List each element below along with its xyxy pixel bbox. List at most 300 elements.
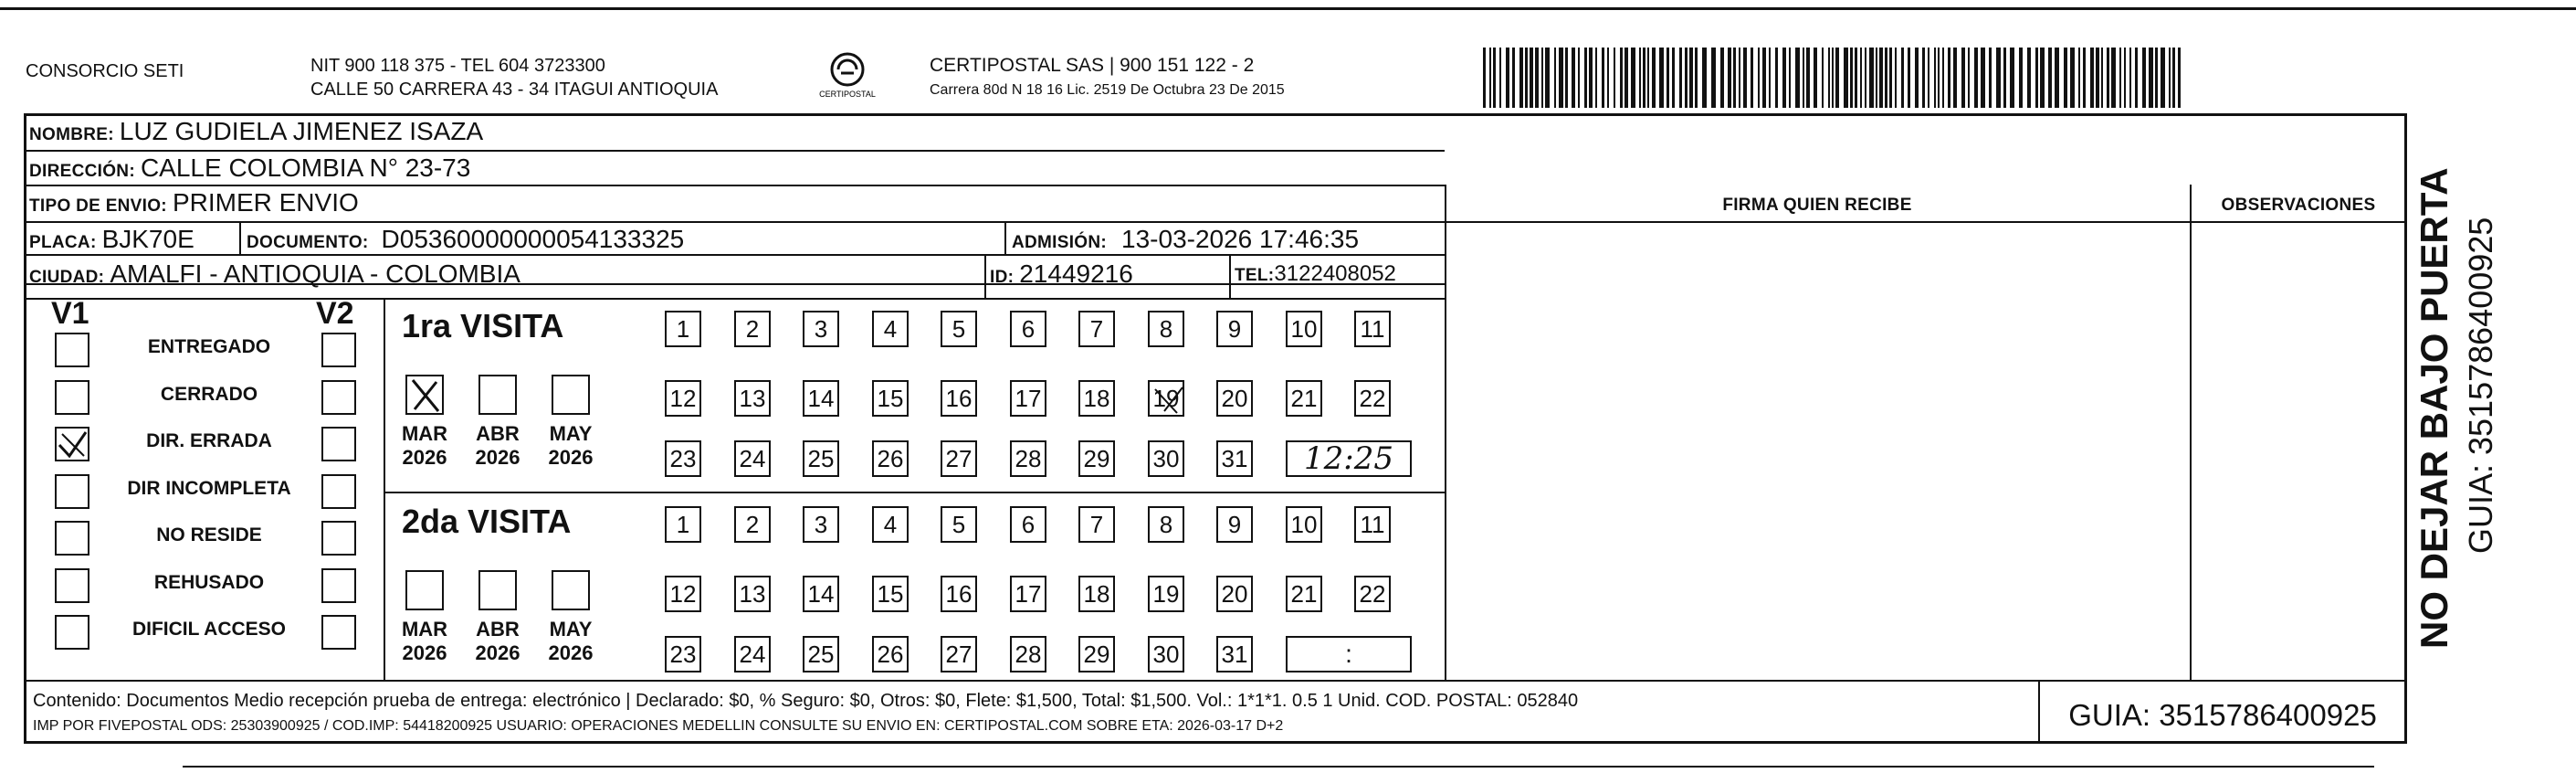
tel-row [1235,261,1396,287]
tel-value: 3122408052 [1274,261,1396,286]
day-cell[interactable] [1216,311,1253,347]
day-number: 18 [1083,580,1110,608]
barcode-bar [1639,48,1641,108]
barcode-bar [1850,48,1853,108]
year-label: 2026 [548,446,594,469]
day-cell[interactable] [734,440,771,477]
month-checkbox[interactable] [552,375,590,415]
barcode-bar [2035,48,2038,108]
day-cell[interactable] [1010,380,1046,417]
day-cell[interactable] [941,636,977,672]
placa-value: BJK70E [101,225,195,253]
admision-row [1012,225,1359,254]
barcode-bar [2149,48,2153,108]
day-number: 21 [1290,580,1318,608]
barcode-bar [1728,48,1731,108]
day-cell[interactable] [1148,506,1184,543]
barcode-bar [1769,48,1771,108]
barcode-bar [1733,48,1736,108]
barcode-bar [1806,48,1810,108]
bottom-edge [183,766,2374,768]
day-number: 13 [739,580,766,608]
day-number: 11 [1360,511,1385,538]
day-number: 10 [1290,315,1318,343]
direccion-value: CALLE COLOMBIA N° 23-73 [140,154,471,182]
nombre-value: LUZ GUDIELA JIMENEZ ISAZA [119,117,484,145]
barcode-bar [2111,48,2116,108]
day-cell[interactable] [1010,440,1046,477]
col-divider [1445,185,1446,680]
x-mark-icon [407,376,444,415]
day-number: 8 [1159,315,1173,343]
month-year-label [466,618,530,665]
barcode-bar [1652,48,1656,108]
day-cell[interactable] [803,506,839,543]
barcode-bar [1659,48,1664,108]
barcode-bar [1489,48,1491,108]
day-number: 27 [945,445,973,472]
day-cell[interactable] [1148,440,1184,477]
svg-text:CERTIPOSTAL: CERTIPOSTAL [819,90,876,99]
day-number: 13 [739,385,766,412]
barcode-bar [1572,48,1575,108]
day-cell[interactable] [734,636,771,672]
status-label: ENTREGADO [147,336,271,357]
barcode-bar [2119,48,2121,108]
year-label: 2026 [475,641,520,664]
barcode-bar [2124,48,2126,108]
barcode-bar [1595,48,1597,108]
barcode-bar [1865,48,1866,108]
day-cell[interactable] [1078,636,1115,672]
barcode-bar [1942,48,1944,108]
tipo-value: PRIMER ENVIO [172,188,359,217]
tipo-label: TIPO DE ENVIO: [29,196,167,216]
barcode-bar [1607,48,1609,108]
barcode [1481,48,2184,108]
day-cell[interactable] [734,380,771,417]
day-number: 29 [1083,641,1110,668]
row-divider [24,185,1445,186]
col-divider [984,254,986,298]
placa-row [29,225,195,254]
day-number: 30 [1152,641,1180,668]
day-number: 11 [1360,315,1385,343]
day-number: 14 [807,385,835,412]
day-number: 3 [814,315,828,343]
barcode-bar [2040,48,2045,108]
day-cell[interactable] [665,576,701,612]
barcode-bar [1631,48,1635,108]
day-cell[interactable] [1078,576,1115,612]
day-cell[interactable] [1148,311,1184,347]
month-checkbox[interactable] [478,375,517,415]
time-box[interactable]: : [1286,636,1412,672]
documento-value: D05360000000054133325 [381,225,685,253]
barcode-bar [2135,48,2138,108]
admision-label: ADMISIÓN: [1012,233,1108,252]
day-cell[interactable] [1216,576,1253,612]
v2-heading: V2 [316,296,354,331]
month-label: MAY [549,618,593,641]
day-cell[interactable] [1148,636,1184,672]
barcode-bar [2083,48,2086,108]
observaciones-label: OBSERVACIONES [2221,196,2376,215]
guia-side: GUIA: 3515786400925 [2462,217,2499,554]
guia-box-value: GUIA: 3515786400925 [2068,698,2377,732]
time-box[interactable]: 12:25 [1286,440,1412,477]
col-divider [2190,185,2192,680]
day-cell[interactable] [1216,636,1253,672]
day-cell[interactable] [803,380,839,417]
v2-checkbox[interactable] [321,380,356,415]
month-checkbox[interactable] [405,570,444,610]
day-number: 28 [1015,641,1042,668]
barcode-bar [1565,48,1568,108]
barcode-bar [2055,48,2059,108]
day-cell[interactable] [803,636,839,672]
barcode-bar [1695,48,1698,108]
barcode-bar [2178,48,2181,108]
day-number: 31 [1221,445,1248,472]
barcode-bar [1711,48,1716,108]
barcode-bar [2070,48,2075,108]
v2-checkbox[interactable] [321,568,356,603]
day-cell[interactable] [803,440,839,477]
barcode-bar [1922,48,1925,108]
barcode-bar [1685,48,1688,108]
carrier-address: Carrera 80d N 18 16 Lic. 2519 De Octubra 23 De 2015 [930,82,1285,98]
barcode-bar [1758,48,1760,108]
day-cell[interactable] [1354,311,1391,347]
barcode-bar [1578,48,1580,108]
barcode-bar [2027,48,2031,108]
month-checkbox[interactable] [478,570,517,610]
day-cell[interactable] [872,311,909,347]
documento-row [247,225,684,254]
day-number: 23 [669,445,697,472]
day-cell[interactable] [872,636,909,672]
barcode-bar [1679,48,1682,108]
day-cell[interactable] [1078,506,1115,543]
row-divider [24,150,1445,152]
x-mark-icon [1150,382,1186,418]
day-cell[interactable] [1286,576,1322,612]
v1-checkbox[interactable] [55,427,89,461]
day-cell[interactable] [1078,380,1115,417]
day-number: 3 [814,511,828,538]
barcode-bar [1855,48,1857,108]
day-cell[interactable] [803,576,839,612]
barcode-bar [1803,48,1804,108]
day-number: 12 [669,385,697,412]
day-cell[interactable] [1078,440,1115,477]
barcode-bar [1961,48,1965,108]
day-cell[interactable] [1010,576,1046,612]
day-cell[interactable] [872,380,909,417]
barcode-bar [1620,48,1623,108]
day-cell[interactable] [665,440,701,477]
barcode-bar [2096,48,2099,108]
admision-value: 13-03-2026 17:46:35 [1121,225,1360,253]
day-cell[interactable] [941,380,977,417]
barcode-bar [2064,48,2067,108]
day-number: 25 [807,641,835,668]
check-mark-icon [57,429,88,460]
day-cell[interactable] [872,440,909,477]
barcode-bar [1948,48,1950,108]
nombre-label: NOMBRE: [29,125,114,144]
barcode-bar [2169,48,2171,108]
barcode-bar [2161,48,2165,108]
day-number: 1 [676,315,690,343]
day-number: 9 [1227,315,1242,343]
day-number: 24 [739,445,766,472]
day-number: 8 [1159,511,1173,538]
barcode-bar [1743,48,1747,108]
barcode-bar [2048,48,2052,108]
day-number: 1 [676,511,690,538]
v1-checkbox[interactable] [55,615,89,650]
day-number: 4 [883,315,898,343]
day-number: 27 [945,641,973,668]
year-label: 2026 [548,641,594,664]
barcode-bar [1545,48,1550,108]
direccion-label: DIRECCIÓN: [29,162,135,181]
barcode-bar [1689,48,1693,108]
carrier-line: CERTIPOSTAL SAS | 900 151 122 - 2 [930,55,1255,76]
barcode-bar [1895,48,1897,108]
barcode-bar [1981,48,1985,108]
day-cell[interactable] [941,311,977,347]
day-cell[interactable] [734,506,771,543]
barcode-bar [1928,48,1929,108]
day-number: 19 [1152,385,1180,412]
certipostal-logo [811,49,884,102]
barcode-bar [1832,48,1834,108]
v1-checkbox[interactable] [55,380,89,415]
day-number: 28 [1015,445,1042,472]
barcode-bar [1720,48,1724,108]
year-label: 2026 [402,641,447,664]
day-cell[interactable] [665,636,701,672]
barcode-bar [1915,48,1919,108]
col-divider [1004,221,1006,254]
row-divider [24,298,1445,300]
barcode-bar [1835,48,1839,108]
day-cell[interactable] [1010,311,1046,347]
day-cell[interactable] [941,506,977,543]
barcode-bar [1869,48,1874,108]
barcode-bar [1672,48,1675,108]
v1-checkbox[interactable] [55,474,89,509]
v1-checkbox[interactable] [55,333,89,367]
barcode-bar [1512,48,1515,108]
barcode-bar [1647,48,1649,108]
month-year-label [393,422,457,470]
id-label: ID: [990,268,1015,287]
day-cell[interactable] [1354,576,1391,612]
day-cell[interactable] [665,380,701,417]
day-cell[interactable] [1078,311,1115,347]
day-number: 31 [1221,641,1248,668]
day-number: 2 [745,315,760,343]
barcode-bar [1614,48,1615,108]
month-year-label [539,422,603,470]
day-cell[interactable] [1216,440,1253,477]
direccion-row [29,154,470,183]
col-divider [384,298,385,680]
day-number: 2 [745,511,760,538]
barcode-bar [1775,48,1778,108]
day-cell[interactable] [1354,380,1391,417]
day-cell[interactable] [665,506,701,543]
ciudad-row [29,259,520,289]
tipo-row [29,188,359,217]
barcode-bar [2129,48,2131,108]
barcode-bar [2107,48,2109,108]
day-number: 12 [669,580,697,608]
day-number: 17 [1015,580,1042,608]
day-number: 20 [1221,580,1248,608]
barcode-bar [1624,48,1628,108]
month-checkbox[interactable] [405,375,444,415]
day-cell[interactable] [1148,380,1184,417]
col-divider [1229,254,1231,298]
visit2-title: 2da VISITA [402,503,572,540]
barcode-bar [1934,48,1936,108]
barcode-bar [1541,48,1543,108]
day-cell[interactable] [1010,636,1046,672]
address-line: CALLE 50 CARRERA 43 - 34 ITAGUI ANTIOQUIA [310,79,719,100]
barcode-bar [1535,48,1539,108]
day-number: 29 [1083,445,1110,472]
barcode-bar [1822,48,1824,108]
barcode-bar [1667,48,1669,108]
barcode-bar [1499,48,1501,108]
year-label: 2026 [402,446,447,469]
firma-label: FIRMA QUIEN RECIBE [1722,196,1912,215]
v2-checkbox[interactable] [321,333,356,367]
day-cell[interactable] [1010,506,1046,543]
barcode-bar [1751,48,1753,108]
ciudad-label: CIUDAD: [29,268,105,287]
day-number: 7 [1089,315,1104,343]
day-number: 6 [1021,511,1036,538]
day-number: 15 [877,580,904,608]
day-cell[interactable] [872,506,909,543]
day-number: 18 [1083,385,1110,412]
barcode-bar [1844,48,1848,108]
day-cell[interactable] [941,576,977,612]
day-cell[interactable] [734,311,771,347]
day-cell[interactable] [872,576,909,612]
v2-checkbox[interactable] [321,427,356,461]
placa-label: PLACA: [29,233,97,252]
barcode-bar [1968,48,1970,108]
day-cell[interactable] [1286,311,1322,347]
day-number: 10 [1290,511,1318,538]
month-year-label [466,422,530,470]
day-cell[interactable] [1286,506,1322,543]
barcode-bar [2078,48,2080,108]
status-label: DIR INCOMPLETA [127,478,291,499]
day-number: 19 [1152,580,1180,608]
imp-line: IMP POR FIVEPOSTAL ODS: 25303900925 / COD.IMP: 54418200925 USUARIO: OPERACIONES MEDELLIN CONSULTE SU ENVIO EN: CERTIPOSTAL.COM SOBRE ETA: 2026-03-17 D+2 [33,718,1284,734]
day-cell[interactable] [734,576,771,612]
day-cell[interactable] [1148,576,1184,612]
day-number: 5 [952,511,966,538]
day-cell[interactable] [1286,380,1322,417]
day-number: 7 [1089,511,1104,538]
barcode-bar [1739,48,1740,108]
barcode-bar [1602,48,1604,108]
barcode-bar [1789,48,1791,108]
status-label: NO RESIDE [156,524,262,545]
id-value: 21449216 [1019,259,1133,288]
barcode-bar [1974,48,1978,108]
day-number: 26 [877,641,904,668]
id-row [990,259,1133,289]
barcode-bar [1860,48,1862,108]
company-name: CONSORCIO SETI [26,61,184,81]
day-number: 24 [739,641,766,668]
v2-checkbox[interactable] [321,615,356,650]
v1-heading: V1 [51,296,89,331]
month-label: ABR [476,422,520,445]
barcode-bar [1589,48,1593,108]
visit-divider [384,492,1445,493]
day-mark [1150,382,1186,427]
col-divider [239,221,241,254]
footer-divider [24,680,2407,682]
day-cell[interactable] [1354,506,1391,543]
day-cell[interactable] [803,311,839,347]
day-number: 16 [945,385,973,412]
month-checkbox[interactable] [552,570,590,610]
day-number: 25 [807,445,835,472]
top-edge [0,7,2576,10]
day-number: 21 [1290,385,1318,412]
day-cell[interactable] [665,311,701,347]
day-cell[interactable] [1216,506,1253,543]
day-number: 4 [883,511,898,538]
barcode-bar [1879,48,1883,108]
v2-checkbox[interactable] [321,521,356,556]
barcode-bar [1908,48,1910,108]
status-label: CERRADO [160,384,258,405]
day-cell[interactable] [941,440,977,477]
barcode-bar [1584,48,1587,108]
year-label: 2026 [475,446,520,469]
v2-checkbox[interactable] [321,474,356,509]
day-number: 16 [945,580,973,608]
barcode-bar [2003,48,2006,108]
day-number: 22 [1359,385,1386,412]
barcode-bar [1953,48,1957,108]
day-number: 22 [1359,580,1386,608]
barcode-bar [1506,48,1509,108]
barcode-bar [1782,48,1786,108]
barcode-bar [2019,48,2023,108]
month-label: ABR [476,618,520,641]
v1-checkbox[interactable] [55,568,89,603]
barcode-bar [1901,48,1904,108]
v1-checkbox[interactable] [55,521,89,556]
barcode-bar [1493,48,1496,108]
day-cell[interactable] [1216,380,1253,417]
barcode-bar [2172,48,2175,108]
